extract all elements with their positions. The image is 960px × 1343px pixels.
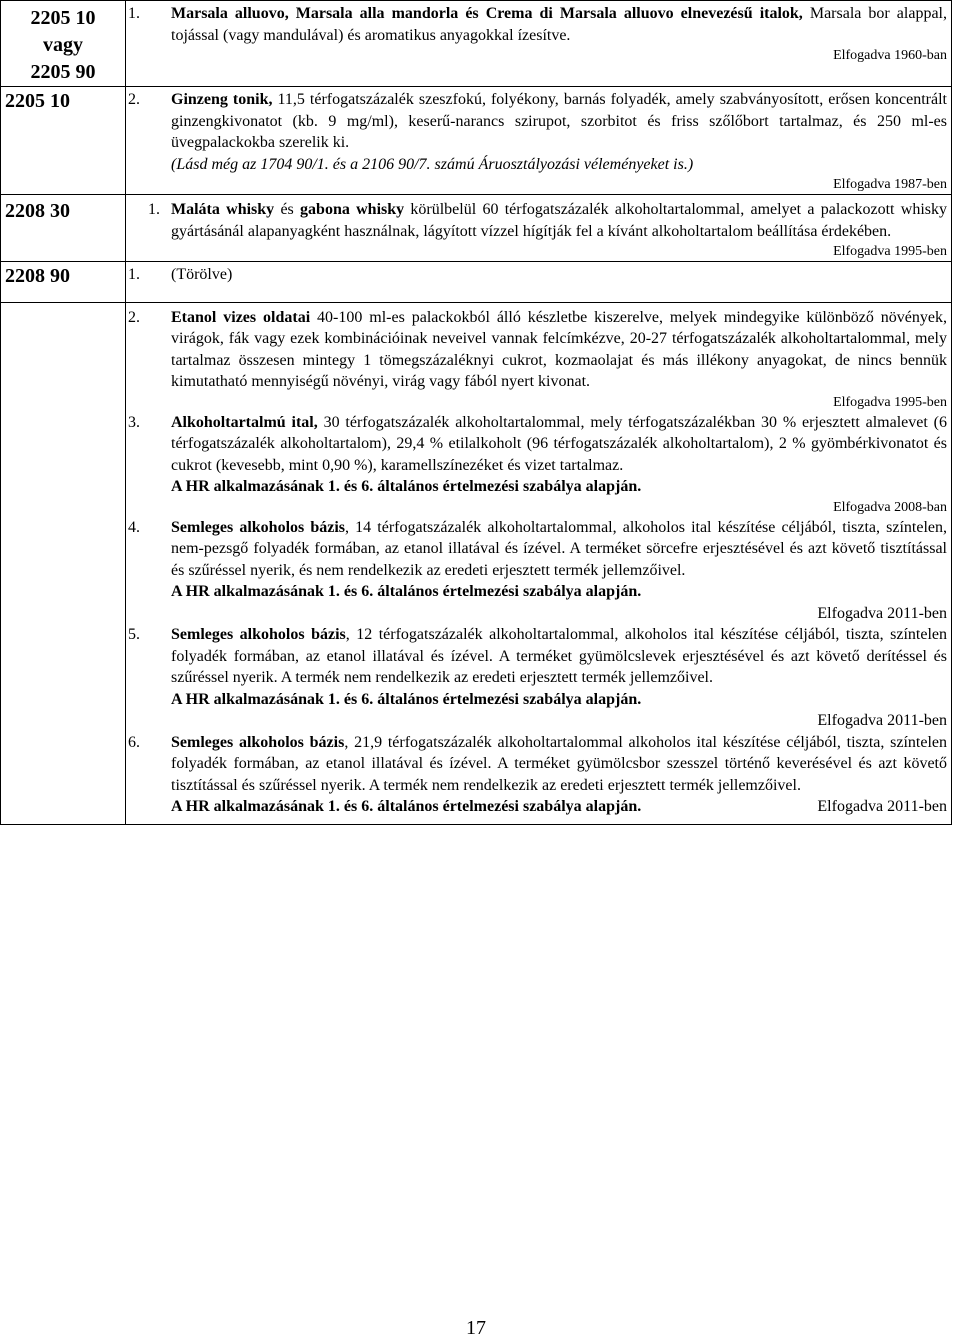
list-item: [126, 3, 947, 65]
cn-code: [1, 303, 126, 824]
item-title: Semleges alkoholos bázis: [171, 733, 345, 751]
list-item: [126, 517, 947, 625]
table-row: [1, 262, 951, 303]
item-text: , 12 térfogatszázalék alkoholtartalommal, alkoholos ital készítése céljából, tiszta, színtelen folyadék formában, az etanol illatával és ízével. A terméket gyümölcslevek erjesztésével és azt követő derítéssel és szűréssel nyerik. A termék nem rendelkezik az eredeti erjesztett termék jellemzőivel.: [171, 626, 948, 686]
item-text: Marsala bor alappal, tojással (vagy mandulával) és aromatikus anyagokkal ízesítve.: [171, 5, 947, 44]
table-row: [1, 303, 951, 824]
item-text: 40-100 ml-es palackokból álló készletbe kiszerelve, melyek mindegyike különböző növények, virágok, fák vagy ezek kombinációinak neveivel vannak felcímkézve, 20-27 térfogatszázalék alkoholtartalommal, mely tartalmaz összesen mintegy 1 tömegszázaléknyi cukrot, kozmaolajat és más illékony anyagokat, de nincs bennük kimutatható mennyiségű növényi, virág vagy fából nyert kivonat.: [171, 308, 947, 390]
description-cell: [126, 87, 951, 194]
item-number: 4.: [128, 518, 140, 536]
cn-code: 2208 30: [1, 195, 126, 261]
cn-code-cell: [1, 1, 126, 86]
item-title: Ginzeng tonik,: [171, 91, 273, 108]
interpretation-rule: A HR alkalmazásának 1. és 6. általános értelmezési szabálya alapján.: [171, 478, 642, 495]
item-note: (Lásd még az 1704 90/1. és a 2106 90/7. számú Áruosztályozási véleményeket is.): [171, 155, 694, 173]
item-text: 11,5 térfogatszázalék szeszfokú, folyékony, barnás folyadék, amely szabványosított, erősen koncentrált ginzengkivonatot (kb. 9 mg/ml), keserű-narancs szirupot, szorbitot és friss szőlőbort tartalmaz, és 250 ml-es üvegpalackokba szerelik ki.: [171, 91, 947, 151]
cn-code: 2205 10: [1, 87, 126, 194]
adopted-date: Elfogadva 1960-ban: [833, 48, 947, 63]
item-number: 6.: [128, 733, 140, 751]
list-item: [126, 307, 947, 412]
item-text: (Törölve): [171, 266, 233, 283]
item-number: 5.: [128, 626, 140, 643]
list-item: [126, 89, 947, 194]
item-title: gabona whisky: [300, 201, 405, 218]
description-cell: [126, 1, 951, 86]
interpretation-rule: A HR alkalmazásának 1. és 6. általános értelmezési szabálya alapján.: [171, 798, 642, 815]
description-cell: [126, 195, 951, 261]
adopted-date: Elfogadva 1987-ben: [833, 177, 947, 192]
table-row: [1, 87, 951, 195]
item-text: 30 térfogatszázalék alkoholtartalommal, mely térfogatszázalékban 30 % erjesztett almalevet (6 térfogatszázalék alkoholtartalom), 29,4 % etilalkoholt (96 térfogatszázalék alkoholtartalom), 2 % gyömbérkivonatot és cukrot (kevesebb, mint 0,90 %), karamellszínezéket és vizet tartalmaz.: [171, 413, 947, 474]
table-row: [1, 195, 951, 262]
cn-code: 2208 90: [1, 262, 126, 302]
item-title: Semleges alkoholos bázis: [171, 518, 346, 536]
item-text: és: [274, 201, 301, 218]
item-title: Etanol vizes oldatai: [171, 308, 311, 326]
item-title: Semleges alkoholos bázis: [171, 626, 346, 643]
cn-code: 2205 10: [30, 7, 96, 29]
list-item: [126, 412, 947, 517]
item-number: 2.: [128, 308, 140, 326]
item-text: , 14 térfogatszázalék alkoholtartalommal, alkoholos ital készítése céljából, tiszta, színtelen, nem-pezsgő folyadék formában, az etanol illatával és ízével. A terméket sörcefre erjesztésével és azt követő tisztítással és szűréssel nyerik, és nem rendelkezik az eredeti erjesztett termék jellemzőivel.: [171, 518, 947, 579]
item-number: 2.: [128, 91, 140, 108]
description-cell: [126, 262, 951, 302]
adopted-date: Elfogadva 2011-ben: [817, 798, 947, 815]
adopted-date: Elfogadva 2008-ban: [833, 499, 947, 515]
item-number: 1.: [128, 5, 140, 22]
description-cell: [126, 303, 951, 824]
item-number: 3.: [128, 413, 140, 431]
adopted-date: Elfogadva 2011-ben: [817, 604, 947, 622]
item-title: Maláta whisky: [171, 201, 275, 218]
adopted-date: Elfogadva 2011-ben: [817, 712, 947, 729]
interpretation-rule: A HR alkalmazásának 1. és 6. általános értelmezési szabálya alapján.: [171, 690, 642, 708]
item-title: Alkoholtartalmú ital,: [171, 413, 318, 431]
item-number: 1.: [128, 266, 140, 283]
adopted-date: Elfogadva 1995-ben: [833, 394, 947, 410]
page-number: 17: [466, 1317, 486, 1339]
cn-code-or: vagy: [43, 34, 83, 56]
list-item: [126, 199, 947, 261]
item-title: Marsala alluovo, Marsala alla mandorla és Crema di Marsala alluovo elnevezésű italok,: [171, 5, 803, 22]
item-text: körülbelül 60 térfogatszázalék alkoholtartalommal, amelyet a palackozott whisky gyártásánál alapanyagként használnak, lágyított vízzel hígítják fel a kívánt alkoholtartalom beállítása érdekében.: [171, 201, 947, 240]
interpretation-rule: A HR alkalmazásának 1. és 6. általános értelmezési szabálya alapján.: [171, 583, 642, 600]
table-row: [1, 1, 951, 87]
adopted-date: Elfogadva 1995-ben: [833, 244, 947, 259]
cn-code: 2205 90: [30, 61, 96, 83]
list-item: [126, 264, 947, 286]
item-number: 1.: [148, 201, 160, 218]
item-text: , 21,9 térfogatszázalék alkoholtartalommal alkoholos ital készítése céljából, tiszta, színtelen folyadék formában, az etanol illatával és ízével. A terméket gyümölcsbor szesszel történő keverésével és azt követő tisztítással és szűréssel nyerik. A termék nem rendelkezik az eredeti erjesztett termék jellemzőivel.: [171, 733, 948, 794]
list-item: [126, 732, 947, 818]
list-item: [126, 624, 947, 732]
